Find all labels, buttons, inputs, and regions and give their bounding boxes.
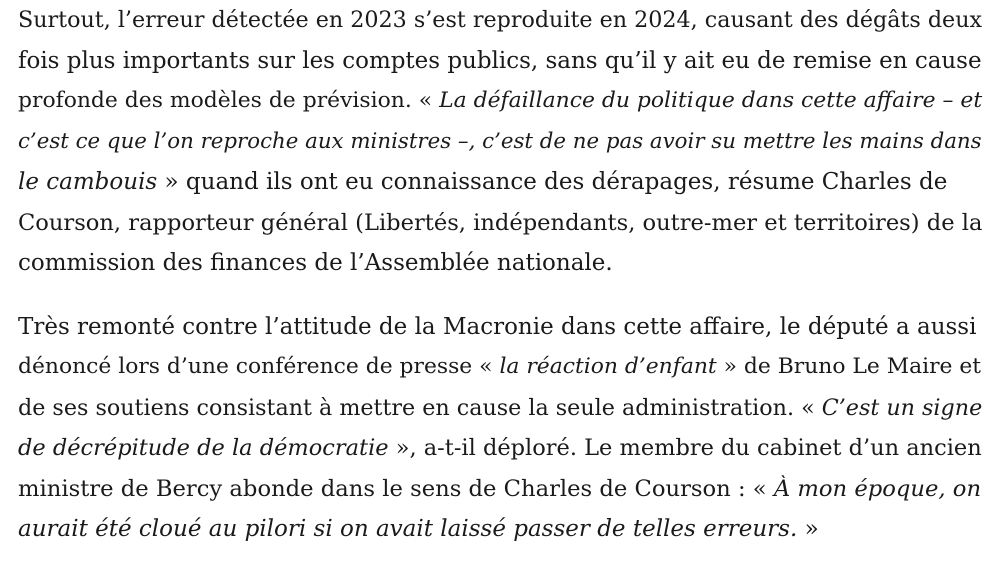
text-segment: profonde des modèles de prévision. « [18,88,440,113]
text-segment: Courson, rapporteur général (Libertés, indépendants, outre-mer et territoires) de la [18,209,983,236]
quote-segment: la réaction d’enfant [499,354,717,379]
text-segment: ministre de Bercy abonde dans le sens de Charles de Courson : « [18,475,774,502]
quote-segment: de décrépitude de la démocratie [18,435,389,461]
text-line [18,0,982,41]
text-line [18,509,982,550]
paragraph-2 [18,307,982,550]
paragraph-1 [18,0,982,284]
text-line [18,347,982,388]
text-segment: » [797,516,819,542]
text-line [18,41,982,82]
text-line [18,388,982,429]
text-segment: fois plus importants sur les comptes publics, sans qu’il y ait eu de remise en cause [18,47,982,74]
text-line [18,428,982,469]
text-segment: Surtout, l’erreur détectée en 2023 s’est reproduite en 2024, causant des dégâts deux [18,7,983,33]
text-segment: de ses soutiens consistant à mettre en cause la seule administration. « [18,394,822,421]
quote-segment: À mon époque, on [773,475,982,502]
quote-segment: La défaillance du politique dans cette affaire – et [439,88,983,113]
text-line [18,162,982,203]
text-line [18,203,982,244]
quote-segment: aurait été cloué au pilori si on avait laissé passer de telles erreurs. [18,516,798,542]
text-segment: Très remonté contre l’attitude de la Macronie dans cette affaire, le député a aussi [18,313,977,340]
text-segment: » quand ils ont eu connaissance des dérapages, résume Charles de [157,169,948,195]
text-segment: », a-t-il déploré. Le membre du cabinet d’un ancien [388,435,982,461]
text-line [18,81,982,122]
text-line [18,469,982,510]
text-segment: dénoncé lors d’une conférence de presse « [18,354,500,379]
text-segment: » de Bruno Le Maire et [716,354,982,379]
quote-segment: c’est ce que l’on reproche aux ministres –, c’est de ne pas avoir su mettre les mains dans [18,128,982,154]
quote-segment: C’est un signe [821,394,983,421]
text-line [18,307,982,348]
quote-segment: le cambouis [18,169,158,195]
text-line [18,243,982,284]
text-segment: commission des finances de l’Assemblée nationale. [18,250,613,276]
text-line [18,122,982,163]
